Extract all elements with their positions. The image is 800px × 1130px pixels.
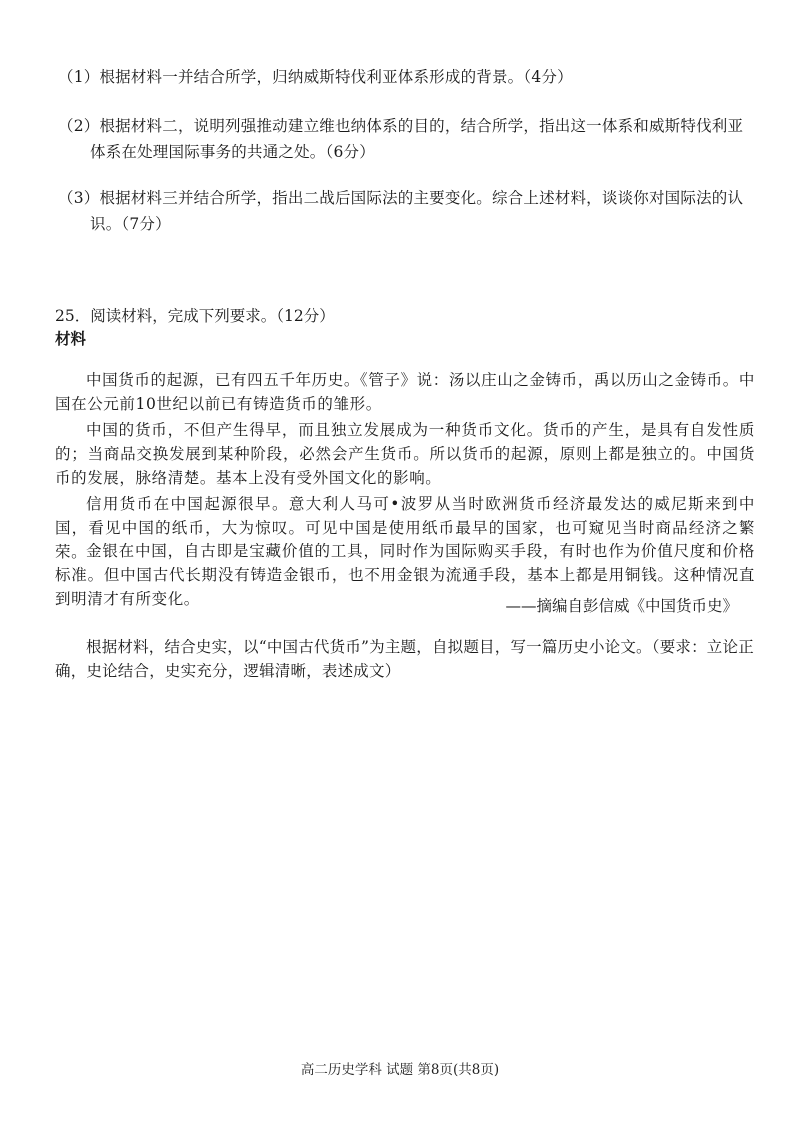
page-footer: 高二历史学科 试题 第8页(共8页) bbox=[300, 1062, 500, 1078]
question-3-line-2: 识。（7分） bbox=[90, 215, 171, 233]
question-2-line-1: （2）根据材料二，说明列强推动建立维也纳体系的目的，结合所学，指出这一体系和威斯特伐利亚 bbox=[58, 117, 744, 135]
material-source: ——摘编自彭信威《中国货币史》 bbox=[505, 597, 738, 615]
question-3 bbox=[58, 185, 758, 237]
question-1-text: （1）根据材料一并结合所学，归纳威斯特伐利亚体系形成的背景。（4分） bbox=[58, 68, 573, 86]
material-paragraph-2: 中国的货币，不但产生得早，而且独立发展成为一种货币文化。货币的产生，是具有自发性质的；当商品交换发展到某种阶段，必然会产生货币。所以货币的起源，原则上都是独立的。中国货币的发展，脉络清楚。基本上没有受外国文化的影响。 bbox=[55, 420, 755, 487]
material-paragraph-1: 中国货币的起源，已有四五千年历史。《管子》说：汤以庄山之金铸币，禹以历山之金铸币。中国在公元前10世纪以前已有铸造货币的雏形。 bbox=[55, 370, 755, 413]
question-2 bbox=[58, 113, 758, 165]
material-label: 材料 bbox=[55, 329, 87, 348]
question-2-line-2: 体系在处理国际事务的共通之处。（6分） bbox=[90, 143, 375, 161]
essay-task: 根据材料，结合史实，以“中国古代货币”为主题，自拟题目，写一篇历史小论文。（要求：立论正确，史论结合，史实充分，逻辑清晰，表述成文） bbox=[55, 637, 754, 680]
question-25-title: 25．阅读材料，完成下列要求。（12分） bbox=[55, 307, 335, 325]
question-3-line-1: （3）根据材料三并结合所学，指出二战后国际法的主要变化。综合上述材料，谈谈你对国际法的认 bbox=[58, 189, 744, 207]
question-1 bbox=[58, 64, 758, 90]
material-paragraph-4: 金银在中国，自古即是宝藏价值的工具，同时作为国际购买手段，有时也作为价值尺度和价格标准。但中国古代长期没有铸造金银币，也不用金银为流通手段，基本上都是用铜钱。这种情况直到明清才有所变化。 bbox=[55, 541, 755, 608]
material-paragraph-3: 信用货币在中国起源很早。意大利人马可•波罗从当时欧洲货币经济最发达的威尼斯来到中国，看见中国的纸币，大为惊叹。可见中国是使用纸币最早的国家，也可窥见当时商品经济之繁荣。 bbox=[55, 494, 755, 561]
